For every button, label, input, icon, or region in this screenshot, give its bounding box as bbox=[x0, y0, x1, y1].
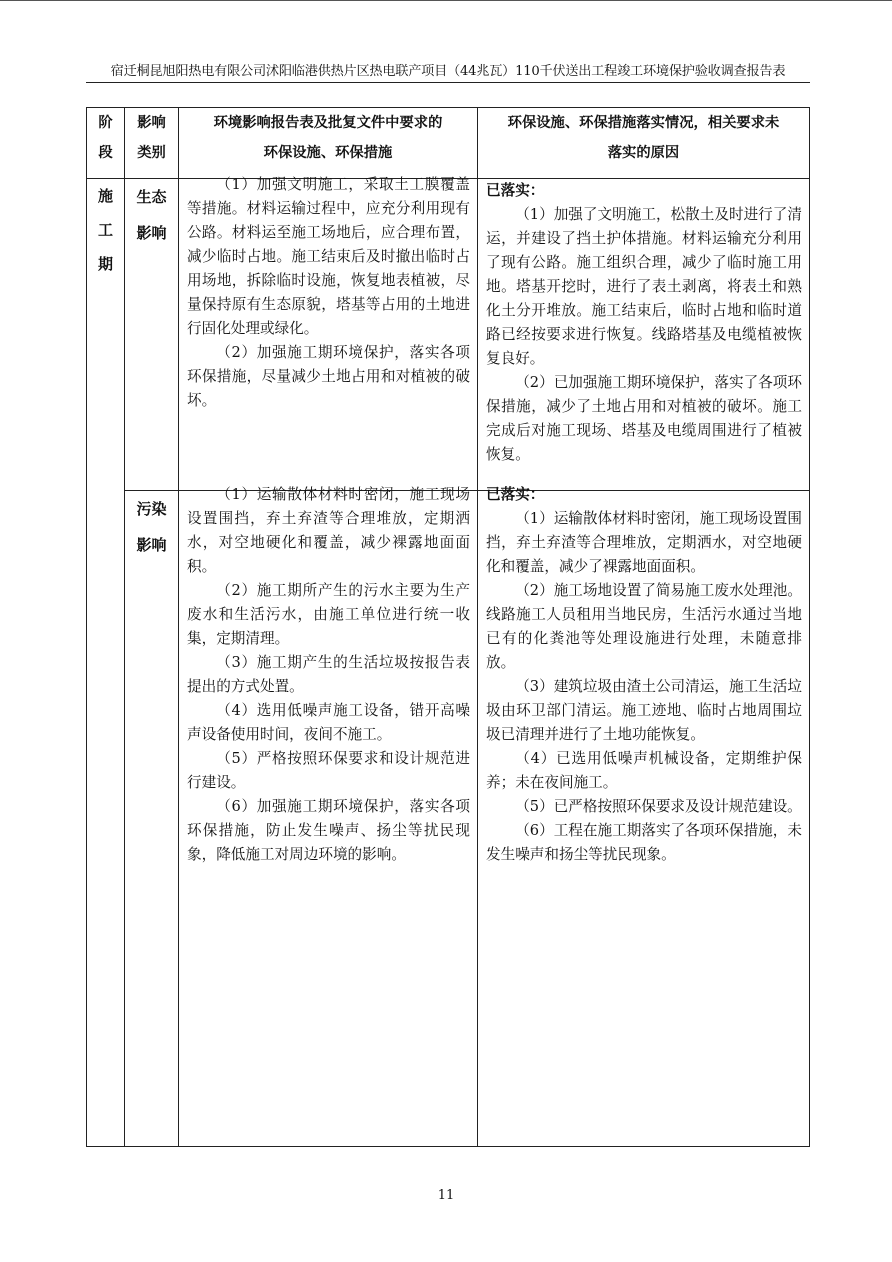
header-category bbox=[125, 108, 179, 179]
header-implementation-line-1: 环保设施、环保措施落实情况，相关要求未 bbox=[507, 115, 780, 131]
header-phase-line-1: 阶 bbox=[98, 115, 113, 131]
header-requirements-line-2: 环保设施、环保措施 bbox=[263, 145, 393, 161]
requirement-item: （1）运输散体材料时密闭，施工现场设置围挡，弃土弃渣等合理堆放，定期洒水，对空地硬化和覆盖，减少裸露地面面积。 bbox=[187, 486, 470, 575]
header-category-line-2: 类别 bbox=[137, 145, 166, 161]
implementation-item: （5）已严格按照环保要求及设计规范建设。 bbox=[515, 798, 802, 815]
header-requirements-line-1: 环境影响报告表及批复文件中要求的 bbox=[213, 115, 443, 131]
environmental-measures-table bbox=[86, 107, 810, 1147]
header-phase bbox=[87, 108, 125, 179]
document-header-title: 宿迁桐昆旭阳热电有限公司沭阳临港供热片区热电联产项目（44兆瓦）110千伏送出工程竣工环境保护验收调查报告表 bbox=[110, 64, 786, 79]
phase-label bbox=[87, 179, 124, 281]
category-line: 影响 bbox=[136, 536, 167, 554]
implementation-cell-pollution bbox=[478, 486, 810, 1147]
header-category-line-1: 影响 bbox=[137, 115, 166, 131]
implementation-cell-ecological bbox=[478, 179, 810, 491]
implementation-item: （6）工程在施工期落实了各项环保措施，未发生噪声和扬尘等扰民现象。 bbox=[486, 822, 802, 863]
requirement-item: （4）选用低噪声施工设备，错开高噪声设备使用时间，夜间不施工。 bbox=[187, 702, 470, 743]
requirements-cell-pollution bbox=[179, 486, 478, 1147]
phase-char: 施 bbox=[97, 187, 113, 205]
top-border-rule bbox=[0, 0, 892, 1]
category-cell-pollution bbox=[125, 491, 179, 1147]
implementation-item: （1）运输散体材料时密闭，施工现场设置围挡，弃土弃渣等合理堆放，定期洒水，对空地硬化和覆盖，减少了裸露地面面积。 bbox=[486, 510, 802, 575]
page-number: 11 bbox=[437, 1188, 455, 1203]
category-line: 污染 bbox=[136, 500, 167, 518]
header-implementation bbox=[478, 108, 810, 179]
category-cell-ecological bbox=[125, 179, 179, 491]
requirement-item: （2）加强施工期环境保护，落实各项环保措施，尽量减少土地占用和对植被的破坏。 bbox=[187, 344, 470, 409]
header-divider bbox=[86, 82, 810, 83]
requirements-cell-ecological bbox=[179, 176, 478, 491]
implementation-item: （3）建筑垃圾由渣土公司清运，施工生活垃圾由环卫部门清运。施工迹地、临时占地周围垃圾已清理并进行了土地功能恢复。 bbox=[486, 678, 802, 743]
requirement-item: （2）施工期所产生的污水主要为生产废水和生活污水，由施工单位进行统一收集，定期清理。 bbox=[187, 582, 470, 647]
implementation-item: （2）已加强施工期环境保护，落实了各项环保措施，减少了土地占用和对植被的破坏。施工完成后对施工现场、塔基及电缆周围进行了植被恢复。 bbox=[486, 374, 802, 463]
category-line: 生态 bbox=[136, 188, 167, 206]
requirement-item: （5）严格按照环保要求和设计规范进行建设。 bbox=[187, 750, 470, 791]
implementation-item: （1）加强了文明施工，松散土及时进行了清运，并建设了挡土护体措施。材料运输充分利用了现有公路。施工组织合理，减少了临时施工用地。塔基开挖时，进行了表土剥离，将表土和熟化土分开堆放。施工结束后，临时占地和临时道路已经按要求进行恢复。线路塔基及电缆植被恢复良好。 bbox=[486, 206, 802, 367]
phase-char: 工 bbox=[97, 221, 113, 239]
phase-char: 期 bbox=[97, 255, 113, 273]
phase-cell-construction bbox=[87, 179, 125, 1147]
requirement-item: （1）加强文明施工，采取土工膜覆盖等措施。材料运输过程中，应充分利用现有公路。材料运至施工场地后，应合理布置，减少临时占地。施工结束后及时撤出临时占用场地，拆除临时设施，恢复地表植被，尽量保持原有生态原貌，塔基等占用的土地进行固化处理或绿化。 bbox=[187, 176, 470, 337]
implementation-item: （2）施工场地设置了简易施工废水处理池。线路施工人员租用当地民房，生活污水通过当地已有的化粪池等处理设施进行处理，未随意排放。 bbox=[486, 582, 802, 671]
requirement-item: （3）施工期产生的生活垃圾按报告表提出的方式处置。 bbox=[187, 654, 470, 695]
category-line: 影响 bbox=[136, 224, 167, 242]
status-label: 已落实： bbox=[486, 182, 545, 199]
header-phase-line-2: 段 bbox=[98, 145, 113, 161]
table-row-pollution bbox=[87, 491, 810, 1147]
requirement-item: （6）加强施工期环境保护，落实各项环保措施，防止发生噪声、扬尘等扰民现象，降低施工对周边环境的影响。 bbox=[187, 798, 470, 863]
header-implementation-line-2: 落实的原因 bbox=[607, 145, 680, 161]
header-requirements bbox=[179, 108, 478, 179]
implementation-item: （4）已选用低噪声机械设备，定期维护保养；未在夜间施工。 bbox=[486, 750, 802, 791]
status-label: 已落实： bbox=[486, 486, 545, 503]
table-header-row bbox=[87, 108, 810, 179]
table-row-ecological bbox=[87, 179, 810, 491]
